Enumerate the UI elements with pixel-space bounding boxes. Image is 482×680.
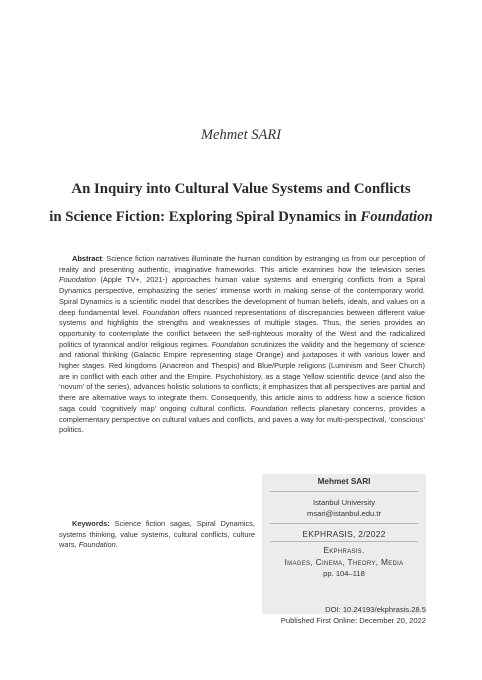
author-name: Mehmet SARI [200,127,282,143]
divider [270,541,418,542]
article-title [0,175,482,231]
journal-subtitle: Images, Cinema, Theory, Media [284,557,404,567]
sidebox-author: Mehmet SARI [317,477,371,486]
abstract-label: Abstract [72,254,102,263]
divider [270,523,418,524]
doi-block [262,604,426,626]
author-affiliation: Istanbul University [312,498,376,507]
keywords-label: Keywords: [72,519,110,528]
keywords-block [59,519,255,551]
title-line-2: in Science Fiction: Exploring Spiral Dynamics in Foundation [49,209,433,225]
title-italic-foundation: Foundation [360,209,433,225]
abstract-block [59,254,425,436]
title-line-1: An Inquiry into Cultural Value Systems and Conflicts [71,181,411,197]
journal-issue: EKPHRASIS, 2/2022 [302,529,386,539]
divider [270,491,418,492]
doi[interactable]: DOI: 10.24193/ekphrasis.28.5 [325,605,426,614]
published-date: Published First Online: December 20, 2022 [280,616,426,625]
author-email[interactable]: msari@istanbul.edu.tr [307,509,381,518]
page-range: pp. 104–118 [323,569,365,578]
abstract-paragraph: Abstract: Science fiction narratives illuminate the human condition by estranging us from our perception of reality and presenting authentic, imaginative frameworks. This article examines how the television series Foundation (Apple TV+, 2021-) approaches human value systems and emerging conflicts from a Spiral Dynamics perspective, emphasizing the series’ immense worth in making sense of the contemporary world. Spiral Dynamics is a scientific model that describes the development of human beliefs, ideals, and values on a deep fundamental level. Foundation offers nuanced representations of discrepancies between different value systems and highlights the strengths and weaknesses of multiple stages. Thus, the series provides an opportunity to contemplate the conflict between the self-righteous morality of the West and the radicalized politics of tyrannical and/or religious regimes. Foundation scrutinizes the validity and the hegemony of science and rational thinking (Galactic Empire representing stage Orange) and juxtaposes it with various lower and higher stages. Red kingdoms (Anacreon and Thespis) and Blue/Purple religions (Luminism and Seer Church) are in conflict with each other and the Empire. Psychohistory, as a stage Yellow scientific device (and also the ‘novum’ of the series), advances holistic solutions to conflicts; it emphasizes that all perspectives are partial and there are alternative ways to integrate them. Consequently, this article aims to address how a science fiction saga could ‘cognitively map’ ongoing cultural conflicts. Foundation reflects planetary concerns, provides a complementary perspective on cultural values and conflicts, and paves a way for multi-perspectival, ‘conscious’ politics. [59,254,425,435]
journal-name: Ekphrasis. [323,545,365,555]
keywords-paragraph: Keywords: Science fiction sagas, Spiral Dynamics, systems thinking, value systems, cultural conflicts, culture wars, Foundation. [59,519,255,550]
article-info-box [262,474,426,614]
